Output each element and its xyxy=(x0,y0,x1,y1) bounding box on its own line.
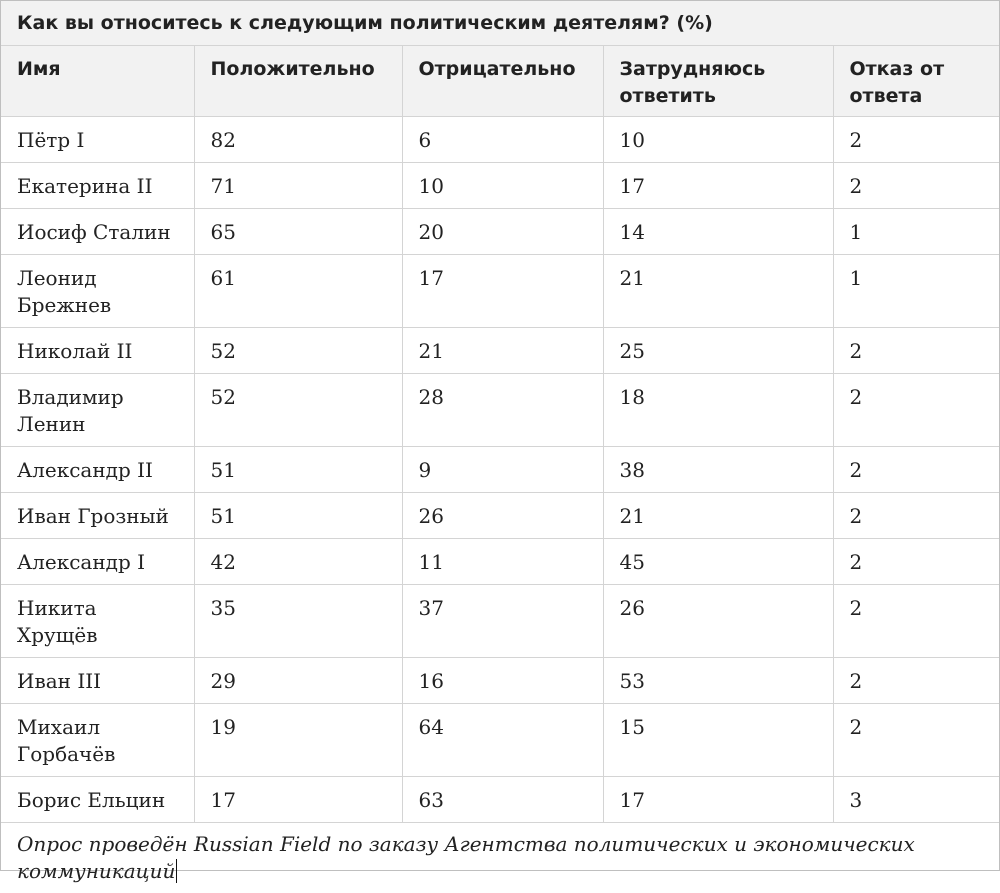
positive-cell: 52 xyxy=(194,328,402,374)
positive-cell: 42 xyxy=(194,539,402,585)
undecided-cell: 17 xyxy=(603,777,833,823)
negative-cell: 6 xyxy=(402,117,603,163)
column-header-positive: Положительно xyxy=(194,46,402,117)
undecided-cell: 21 xyxy=(603,255,833,328)
name-cell: Никита Хрущёв xyxy=(1,585,194,658)
refused-cell: 2 xyxy=(833,163,999,209)
table-row xyxy=(1,117,999,163)
column-header-name: Имя xyxy=(1,46,194,117)
positive-cell: 51 xyxy=(194,493,402,539)
column-header-refused: Отказ от ответа xyxy=(833,46,999,117)
negative-cell: 20 xyxy=(402,209,603,255)
column-header-negative: Отрицательно xyxy=(402,46,603,117)
table-title-row xyxy=(1,1,999,46)
positive-cell: 61 xyxy=(194,255,402,328)
positive-cell: 52 xyxy=(194,374,402,447)
undecided-cell: 21 xyxy=(603,493,833,539)
undecided-cell: 18 xyxy=(603,374,833,447)
undecided-cell: 14 xyxy=(603,209,833,255)
table-row xyxy=(1,493,999,539)
refused-cell: 2 xyxy=(833,328,999,374)
negative-cell: 37 xyxy=(402,585,603,658)
table-note[interactable] xyxy=(1,823,999,893)
refused-cell: 2 xyxy=(833,117,999,163)
undecided-cell: 26 xyxy=(603,585,833,658)
positive-cell: 82 xyxy=(194,117,402,163)
negative-cell: 10 xyxy=(402,163,603,209)
undecided-cell: 53 xyxy=(603,658,833,704)
name-cell: Владимир Ленин xyxy=(1,374,194,447)
table-row xyxy=(1,374,999,447)
undecided-cell: 45 xyxy=(603,539,833,585)
refused-cell: 2 xyxy=(833,493,999,539)
refused-cell: 2 xyxy=(833,704,999,777)
refused-cell: 1 xyxy=(833,255,999,328)
refused-cell: 3 xyxy=(833,777,999,823)
undecided-cell: 17 xyxy=(603,163,833,209)
undecided-cell: 15 xyxy=(603,704,833,777)
refused-cell: 2 xyxy=(833,658,999,704)
name-cell: Борис Ельцин xyxy=(1,777,194,823)
table-header-row xyxy=(1,46,999,117)
positive-cell: 51 xyxy=(194,447,402,493)
table-row xyxy=(1,255,999,328)
positive-cell: 29 xyxy=(194,658,402,704)
table-row xyxy=(1,777,999,823)
survey-table xyxy=(1,1,999,893)
negative-cell: 63 xyxy=(402,777,603,823)
name-cell: Екатерина II xyxy=(1,163,194,209)
name-cell: Михаил Горбачёв xyxy=(1,704,194,777)
table-row xyxy=(1,447,999,493)
name-cell: Иосиф Сталин xyxy=(1,209,194,255)
positive-cell: 35 xyxy=(194,585,402,658)
negative-cell: 64 xyxy=(402,704,603,777)
name-cell: Александр I xyxy=(1,539,194,585)
note-text: Опрос проведён Russian Field по заказу Агентства политических и экономических коммуникаций xyxy=(17,832,915,883)
negative-cell: 17 xyxy=(402,255,603,328)
negative-cell: 16 xyxy=(402,658,603,704)
table-title: Как вы относитесь к следующим политическим деятелям? (%) xyxy=(1,1,999,46)
table-row xyxy=(1,704,999,777)
negative-cell: 11 xyxy=(402,539,603,585)
table-row xyxy=(1,585,999,658)
table-row xyxy=(1,163,999,209)
undecided-cell: 25 xyxy=(603,328,833,374)
negative-cell: 21 xyxy=(402,328,603,374)
table-row xyxy=(1,209,999,255)
refused-cell: 2 xyxy=(833,447,999,493)
table-note-row xyxy=(1,823,999,893)
refused-cell: 2 xyxy=(833,374,999,447)
name-cell: Иван Грозный xyxy=(1,493,194,539)
negative-cell: 26 xyxy=(402,493,603,539)
table-body xyxy=(1,117,999,823)
name-cell: Александр II xyxy=(1,447,194,493)
negative-cell: 9 xyxy=(402,447,603,493)
table-row xyxy=(1,328,999,374)
positive-cell: 19 xyxy=(194,704,402,777)
refused-cell: 1 xyxy=(833,209,999,255)
name-cell: Николай II xyxy=(1,328,194,374)
negative-cell: 28 xyxy=(402,374,603,447)
table-row xyxy=(1,658,999,704)
column-header-undecided: Затрудняюсь ответить xyxy=(603,46,833,117)
undecided-cell: 38 xyxy=(603,447,833,493)
undecided-cell: 10 xyxy=(603,117,833,163)
refused-cell: 2 xyxy=(833,539,999,585)
name-cell: Иван III xyxy=(1,658,194,704)
positive-cell: 71 xyxy=(194,163,402,209)
name-cell: Пётр I xyxy=(1,117,194,163)
table-row xyxy=(1,539,999,585)
refused-cell: 2 xyxy=(833,585,999,658)
positive-cell: 65 xyxy=(194,209,402,255)
name-cell: Леонид Брежнев xyxy=(1,255,194,328)
positive-cell: 17 xyxy=(194,777,402,823)
text-cursor xyxy=(176,859,177,883)
